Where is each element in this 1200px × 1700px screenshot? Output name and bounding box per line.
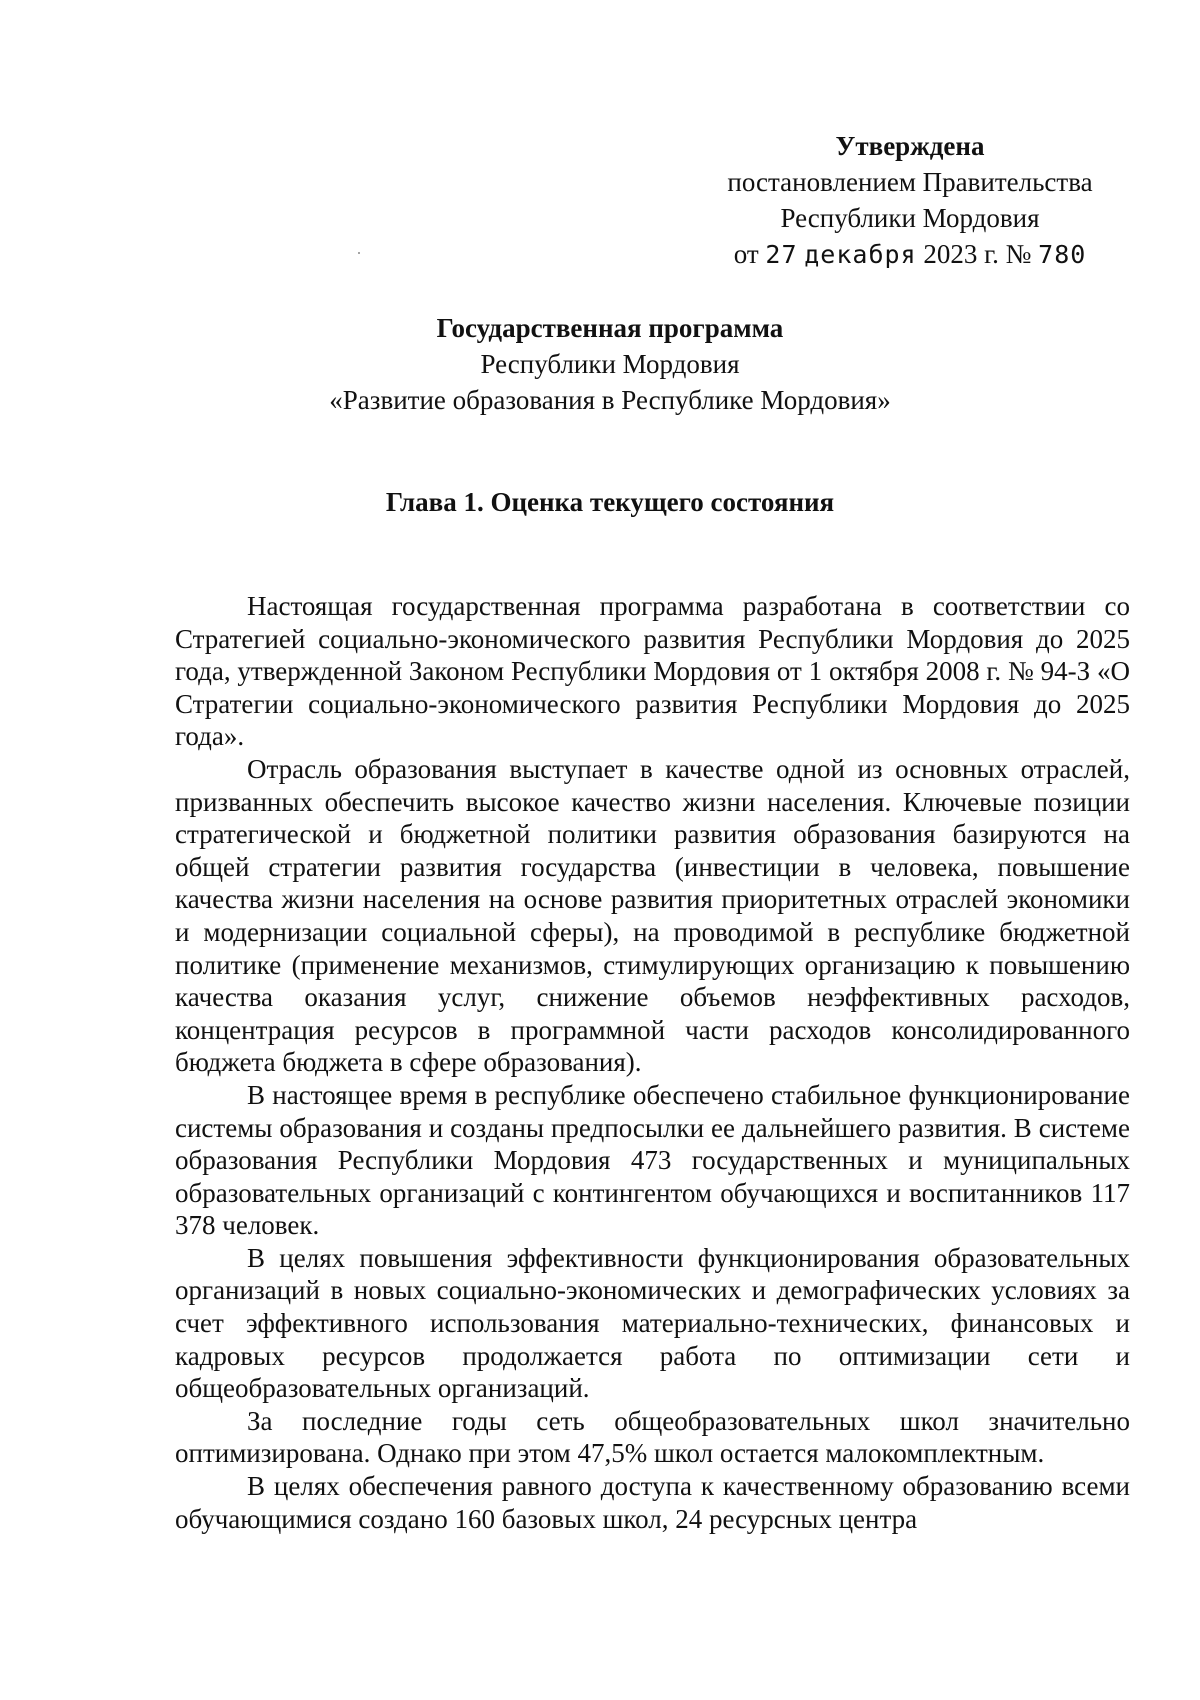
program-title: Государственная программа	[436, 313, 784, 343]
approval-date-line	[700, 236, 1120, 273]
scan-speck	[358, 252, 360, 254]
approval-line-republic: Республики Мордовия	[780, 203, 1040, 233]
paragraph: В целях повышения эффективности функционирования образовательных организаций в новых социально-экономических и демографических условиях за счет эффективного использования материально-технических, финансовых и кадровых ресурсов продолжается работа по оптимизации сети и общеобразовательных организаций.	[175, 1242, 1130, 1404]
date-month: декабря	[804, 240, 917, 269]
date-year: 2023 г. №	[923, 239, 1032, 269]
program-name: «Развитие образования в Республике Мордовия»	[329, 385, 891, 415]
paragraph: Отрасль образования выступает в качестве одной из основных отраслей, призванных обеспечить высокое качество жизни населения. Ключевые позиции стратегической и бюджетной политики развития образования базируются на общей стратегии развития государства (инвестиции в человека, повышение качества жизни населения на основе развития приоритетных отраслей экономики и модернизации социальной сферы), на проводимой в республике бюджетной политике (применение механизмов, стимулирующих организацию к повышению качества оказания услуг, снижение объемов неэффективных расходов, концентрация ресурсов в программной части расходов консолидированного бюджета бюджета в сфере образования).	[175, 753, 1130, 1078]
chapter-heading: Глава 1. Оценка текущего состояния	[385, 487, 835, 517]
approval-block	[700, 128, 1120, 273]
program-title-block	[240, 310, 980, 418]
program-region: Республики Мордовия	[480, 349, 740, 379]
paragraph: В настоящее время в республике обеспечено стабильное функционирование системы образования и созданы предпосылки ее дальнейшего развития. В системе образования Республики Мордовия 473 государственных и муниципальных образовательных организаций с контингентом обучающихся и воспитанников 117 378 человек.	[175, 1079, 1130, 1241]
paragraph: За последние годы сеть общеобразовательных школ значительно оптимизирована. Однако при этом 47,5% школ остается малокомплектным.	[175, 1405, 1130, 1469]
date-prefix: от	[733, 239, 759, 269]
date-day: 27	[765, 240, 798, 269]
paragraph: В целях обеспечения равного доступа к качественному образованию всеми обучающимися создано 160 базовых школ, 24 ресурсных центра	[175, 1471, 1130, 1534]
approval-line-resolution: постановлением Правительства	[727, 167, 1093, 197]
body-text	[175, 590, 1130, 1535]
paragraph: Настоящая государственная программа разработана в соответствии со Стратегией социально-экономического развития Республики Мордовия до 2025 года, утвержденной Законом Республики Мордовия от 1 октября 2008 г. № 94-З «О Стратегии социально-экономического развития Республики Мордовия до 2025 года».	[175, 591, 1130, 752]
approval-title: Утверждена	[835, 131, 985, 161]
resolution-number: 780	[1038, 240, 1087, 269]
